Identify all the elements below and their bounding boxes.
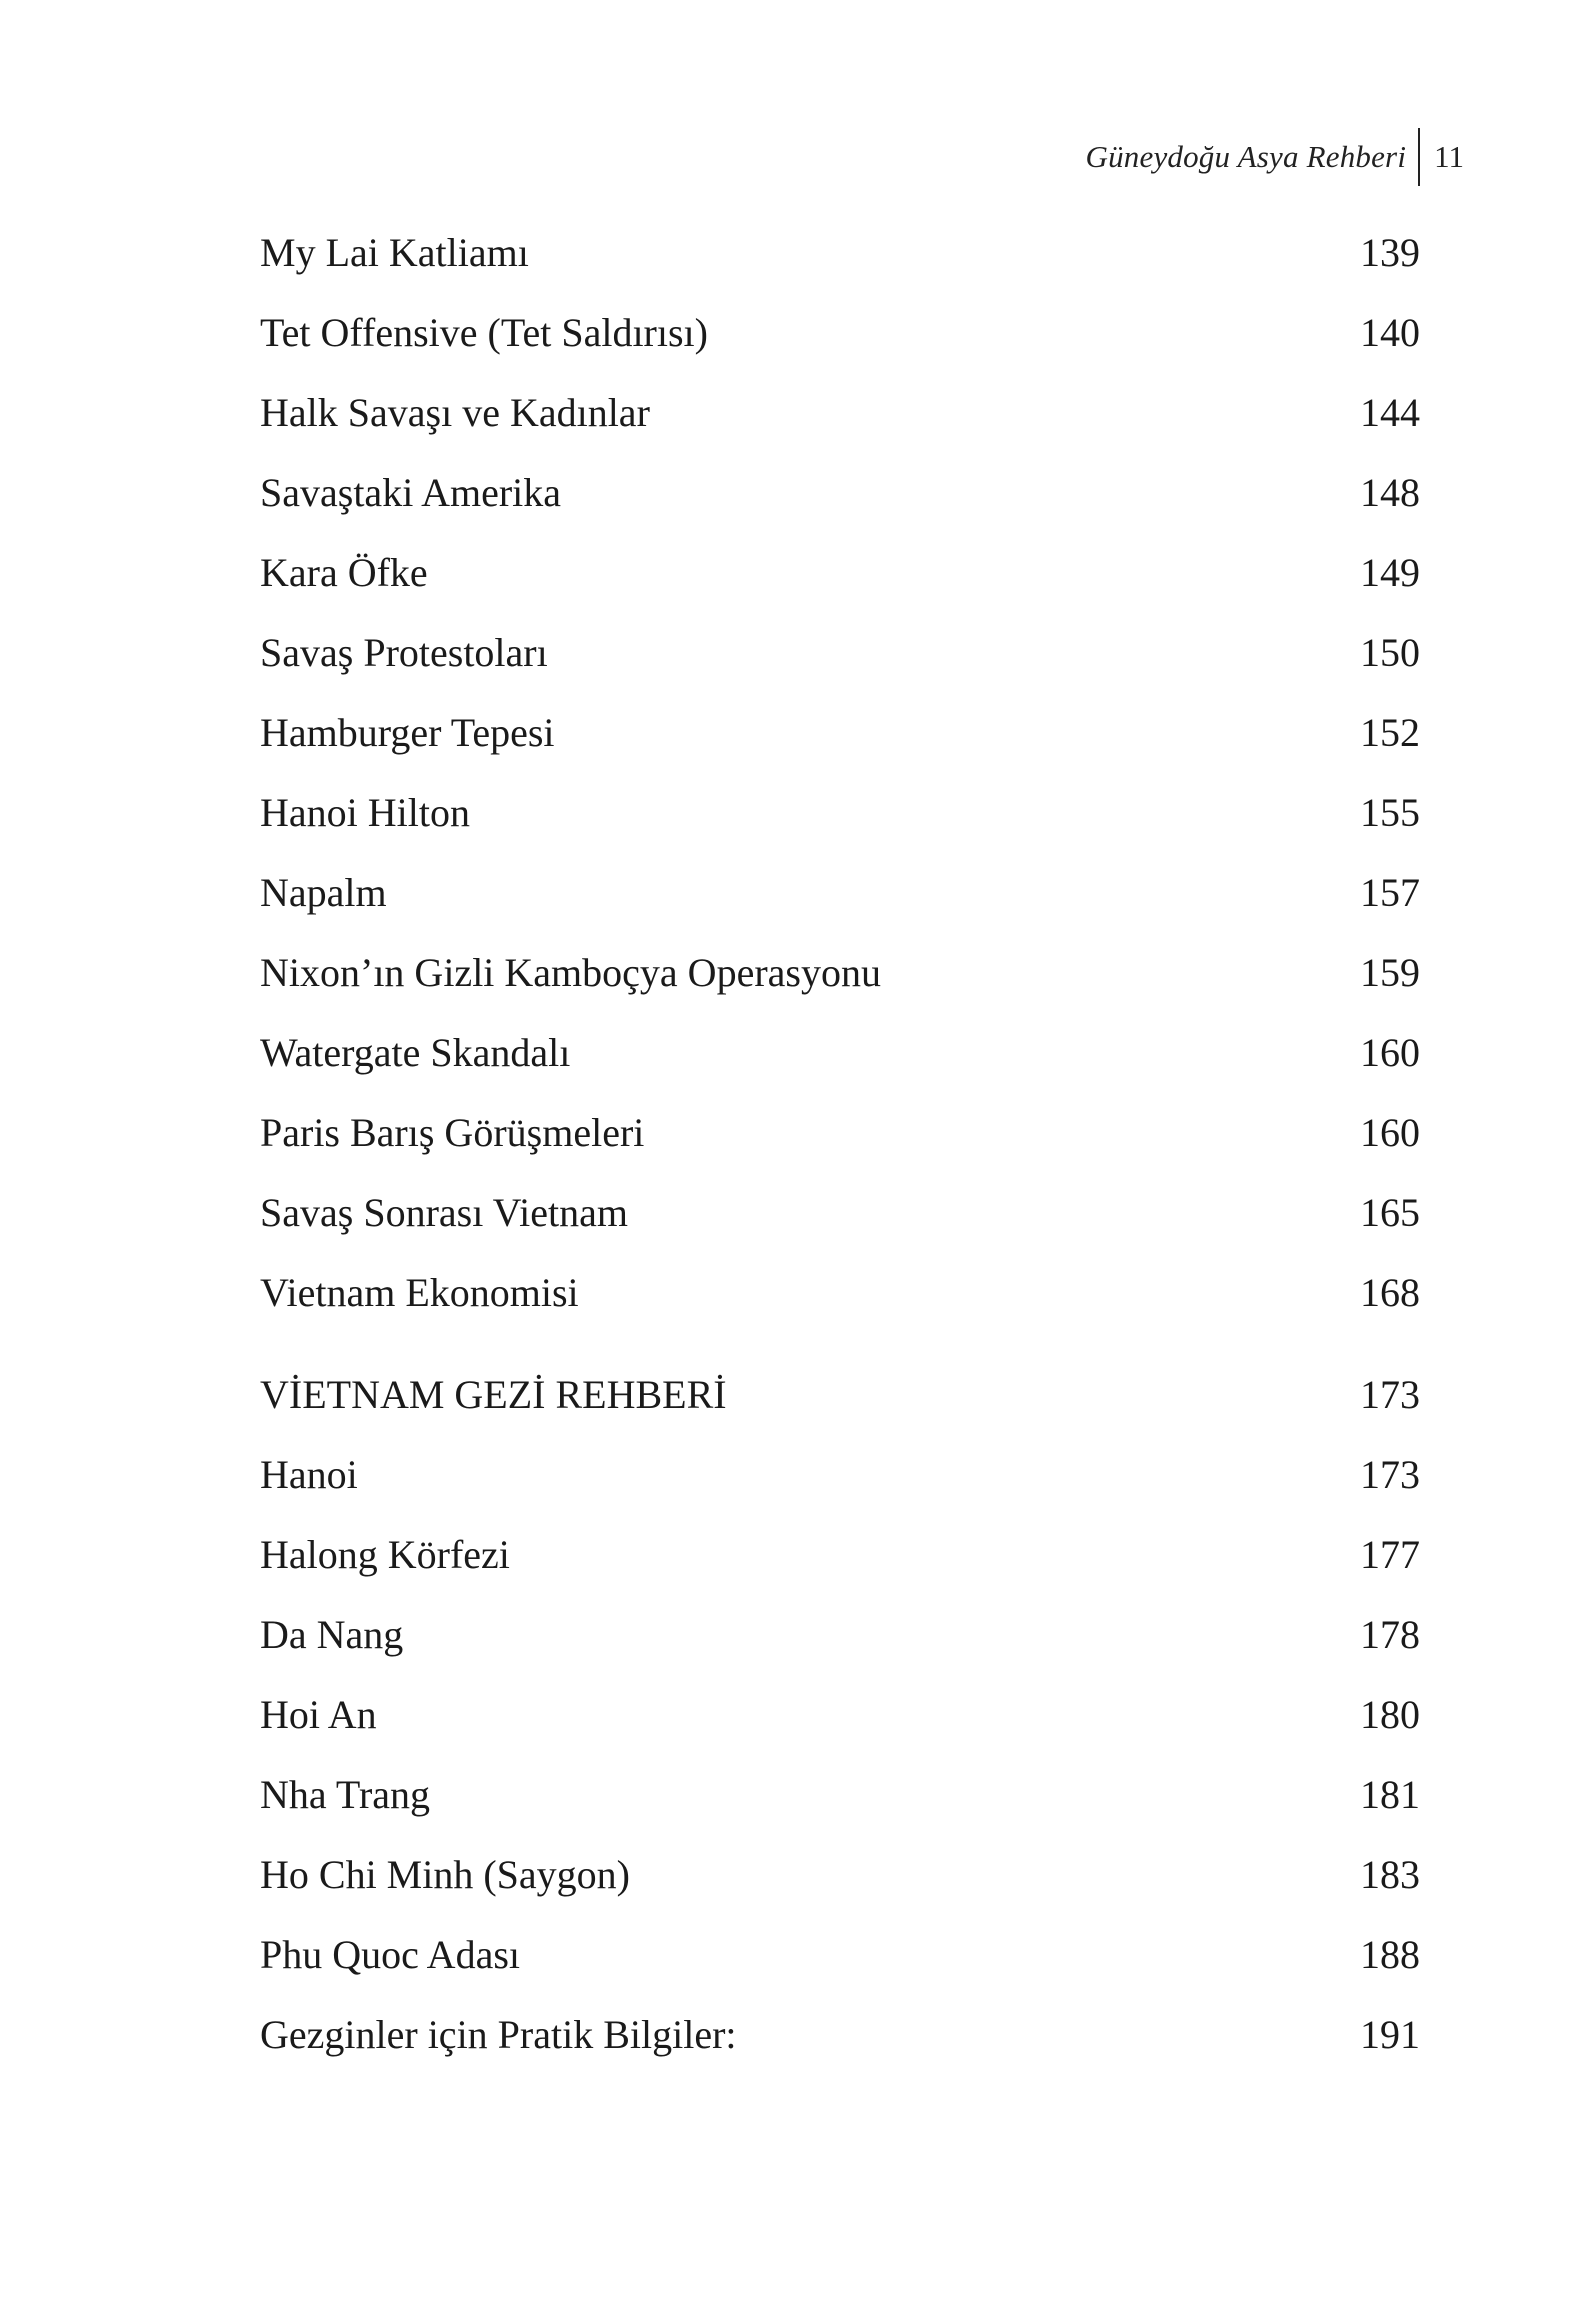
toc-entry bbox=[260, 782, 1420, 862]
toc-entry-title: Hoi An bbox=[260, 1692, 377, 1737]
toc-section-heading bbox=[260, 1364, 1420, 1444]
toc-entry-page: 144 bbox=[1360, 390, 1420, 435]
toc-entry-page: 155 bbox=[1360, 790, 1420, 835]
toc-entry-page: 152 bbox=[1360, 710, 1420, 755]
toc-entry-title: Hanoi bbox=[260, 1452, 358, 1497]
toc-entry-title: Ho Chi Minh (Saygon) bbox=[260, 1852, 630, 1897]
toc-entry bbox=[260, 462, 1420, 542]
toc-entry bbox=[260, 1924, 1420, 2004]
toc-entry bbox=[260, 942, 1420, 1022]
toc-entry-title: Nha Trang bbox=[260, 1772, 431, 1817]
toc-entry-title: Halk Savaşı ve Kadınlar bbox=[260, 390, 650, 435]
toc-entry-page: 140 bbox=[1360, 310, 1420, 355]
toc-entry-title: Watergate Skandalı bbox=[260, 1030, 571, 1075]
toc-entry bbox=[260, 1444, 1420, 1524]
toc-entry-page: 159 bbox=[1360, 950, 1420, 995]
toc-entry bbox=[260, 622, 1420, 702]
table-of-contents bbox=[260, 222, 1420, 2084]
toc-entry-title: Kara Öfke bbox=[260, 550, 428, 595]
toc-entry-page: 168 bbox=[1360, 1270, 1420, 1315]
toc-entry-page: 157 bbox=[1360, 870, 1420, 915]
toc-entry bbox=[260, 542, 1420, 622]
toc-entry-title: Hanoi Hilton bbox=[260, 790, 470, 835]
toc-entry-title: Vietnam Ekonomisi bbox=[260, 1270, 579, 1315]
toc-entry-title: Gezginler için Pratik Bilgiler: bbox=[260, 2012, 737, 2057]
page-number: 11 bbox=[1434, 139, 1464, 174]
toc-entry-page: 150 bbox=[1360, 630, 1420, 675]
toc-entry-title: Hamburger Tepesi bbox=[260, 710, 555, 755]
toc-entry-title: Savaş Sonrası Vietnam bbox=[260, 1190, 628, 1235]
toc-entry-title: VİETNAM GEZİ REHBERİ bbox=[260, 1372, 727, 1417]
toc-entry bbox=[260, 2004, 1420, 2084]
toc-entry bbox=[260, 1684, 1420, 1764]
toc-entry-page: 183 bbox=[1360, 1852, 1420, 1897]
toc-entry bbox=[260, 1844, 1420, 1924]
toc-entry-title: Tet Offensive (Tet Saldırısı) bbox=[260, 310, 708, 355]
toc-entry-title: Paris Barış Görüşmeleri bbox=[260, 1110, 645, 1155]
toc-entry-page: 188 bbox=[1360, 1932, 1420, 1977]
toc-entry-title: Halong Körfezi bbox=[260, 1532, 510, 1577]
toc-entry-title: Nixon’ın Gizli Kamboçya Operasyonu bbox=[260, 950, 881, 995]
book-title: Güneydoğu Asya Rehberi bbox=[1085, 139, 1407, 174]
running-header bbox=[1086, 128, 1465, 186]
toc-entry bbox=[260, 1022, 1420, 1102]
toc-entry-page: 180 bbox=[1360, 1692, 1420, 1737]
toc-entry-page: 177 bbox=[1360, 1532, 1420, 1577]
toc-entry-page: 148 bbox=[1360, 470, 1420, 515]
toc-entry-page: 191 bbox=[1360, 2012, 1420, 2057]
toc-entry-title: Phu Quoc Adası bbox=[260, 1932, 520, 1977]
toc-entry-title: Napalm bbox=[260, 870, 387, 915]
toc-entry-page: 173 bbox=[1360, 1372, 1420, 1417]
toc-entry-title: Da Nang bbox=[260, 1612, 404, 1657]
toc-entry bbox=[260, 1764, 1420, 1844]
toc-entry-page: 139 bbox=[1360, 230, 1420, 275]
toc-entry bbox=[260, 1262, 1420, 1342]
toc-entry-title: Savaş Protestoları bbox=[260, 630, 548, 675]
toc-entry-title: My Lai Katliamı bbox=[260, 230, 529, 275]
toc-entry-page: 160 bbox=[1360, 1110, 1420, 1155]
toc-entry bbox=[260, 1524, 1420, 1604]
toc-entry-page: 149 bbox=[1360, 550, 1420, 595]
toc-entry bbox=[260, 302, 1420, 382]
toc-entry-page: 165 bbox=[1360, 1190, 1420, 1235]
toc-entry bbox=[260, 862, 1420, 942]
toc-entry bbox=[260, 222, 1420, 302]
toc-entry-page: 160 bbox=[1360, 1030, 1420, 1075]
toc-entry bbox=[260, 1102, 1420, 1182]
toc-entry bbox=[260, 702, 1420, 782]
toc-entry bbox=[260, 1182, 1420, 1262]
toc-entry-title: Savaştaki Amerika bbox=[260, 470, 562, 515]
toc-entry-page: 173 bbox=[1360, 1452, 1420, 1497]
toc-entry-page: 181 bbox=[1360, 1772, 1420, 1817]
toc-entry-page: 178 bbox=[1360, 1612, 1420, 1657]
toc-entry bbox=[260, 382, 1420, 462]
toc-entry bbox=[260, 1604, 1420, 1684]
